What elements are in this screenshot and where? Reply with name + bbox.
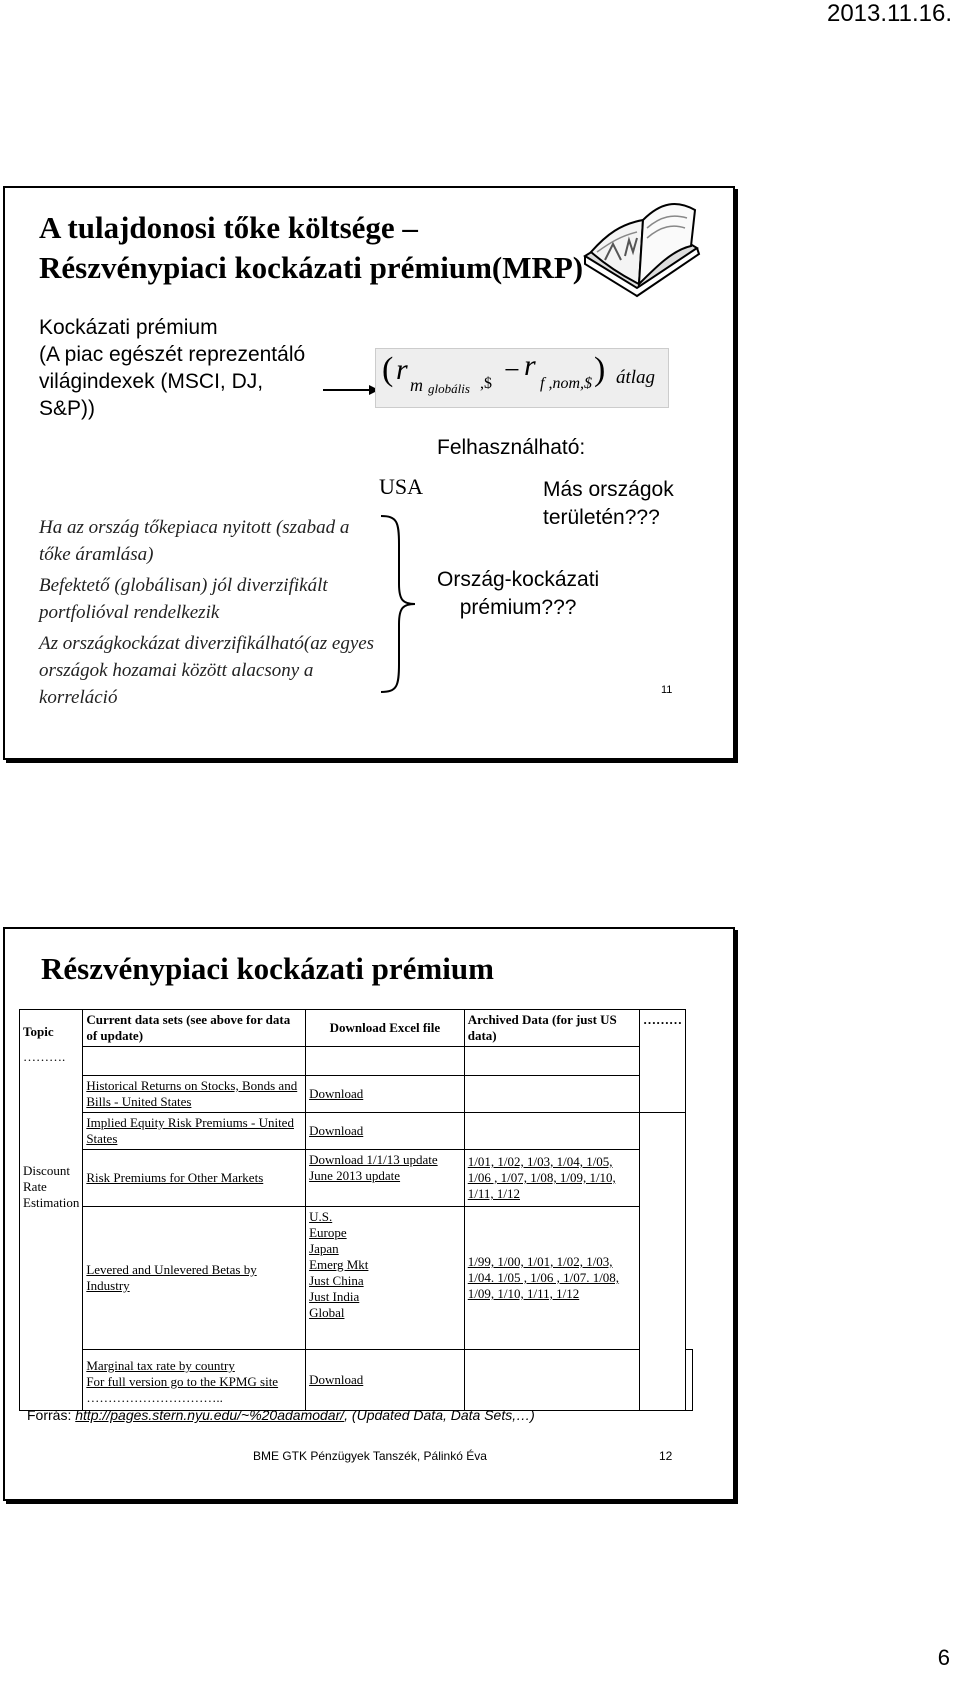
condition-correlation: Az országkockázat diverzifikálható(az egyes országok hozamai között alacsony a korreláció bbox=[39, 633, 375, 708]
slide-11 bbox=[3, 186, 735, 760]
arrow-right-icon bbox=[323, 384, 379, 396]
current-data-header: Current data sets (see above for data of update) bbox=[83, 1010, 306, 1047]
mas-orszagok-label: Más országok területén??? bbox=[543, 478, 674, 529]
download-link[interactable]: Download bbox=[309, 1123, 364, 1138]
table-row bbox=[20, 1150, 693, 1207]
table-header-row bbox=[20, 1010, 693, 1047]
historical-returns-link[interactable]: Historical Returns on Stocks, Bonds and Bills - United States bbox=[86, 1078, 298, 1109]
table-row: Marginal tax rate by country For full version go to the KPMG site ………………………….. Download bbox=[20, 1350, 693, 1411]
beta-india-link[interactable]: Just India bbox=[309, 1289, 360, 1304]
source-line: Forrás: http://pages.stern.nyu.edu/~%20adamodar/, (Updated Data, Data Sets,…) bbox=[27, 1407, 535, 1423]
betas-link[interactable]: Levered and Unlevered Betas by Industry bbox=[86, 1262, 257, 1293]
dots-right: ……… bbox=[639, 1010, 685, 1113]
beta-japan-link[interactable]: Japan bbox=[309, 1241, 339, 1256]
right-brace-icon bbox=[377, 514, 417, 694]
archived-header: Archived Data (for just US data) bbox=[464, 1010, 639, 1047]
table-row bbox=[20, 1113, 693, 1150]
dots-left: ………. bbox=[23, 1048, 66, 1064]
tax-rate-link[interactable]: Marginal tax rate by country bbox=[86, 1358, 235, 1373]
topic-header: Topic bbox=[23, 1024, 54, 1039]
source-link[interactable]: http://pages.stern.nyu.edu/~%20adamodar/ bbox=[75, 1407, 345, 1423]
slide-number: 12 bbox=[659, 1449, 673, 1463]
download-link[interactable]: Download bbox=[309, 1086, 364, 1101]
download-header: Download Excel file bbox=[306, 1010, 465, 1047]
page-number: 6 bbox=[937, 1645, 950, 1670]
open-book-icon bbox=[577, 194, 705, 306]
beta-europe-link[interactable]: Europe bbox=[309, 1225, 347, 1240]
condition-diversified: Befektető (globálisan) jól diverzifikált portfolióval rendelkezik bbox=[39, 575, 328, 623]
kpmg-link[interactable]: For full version go to the KPMG site bbox=[86, 1374, 279, 1389]
slide-title: A tulajdonosi tőke költsége – Részvénypiaci kockázati prémium(MRP) bbox=[39, 210, 584, 285]
usa-label: USA bbox=[379, 474, 424, 499]
beta-china-link[interactable]: Just China bbox=[309, 1273, 364, 1288]
download-link[interactable]: Download bbox=[309, 1372, 364, 1387]
slide-number: 11 bbox=[661, 684, 673, 696]
orszag-kockazati-label: Ország-kockázati prémium??? bbox=[437, 568, 600, 619]
page-date: 2013.11.16. bbox=[826, 0, 952, 27]
risk-premiums-other-link[interactable]: Risk Premiums for Other Markets bbox=[86, 1170, 264, 1185]
data-sets-table bbox=[19, 1009, 693, 1411]
condition-open-market: Ha az ország tőkepiaca nyitott (szabad a tőke áramlása) bbox=[39, 517, 350, 565]
beta-us-link[interactable]: U.S. bbox=[309, 1209, 333, 1224]
felhasznalhato-label: Felhasználható: bbox=[437, 436, 586, 459]
table-row bbox=[20, 1076, 693, 1113]
download-update-link[interactable]: Download 1/1/13 update bbox=[309, 1152, 438, 1167]
slide-title: Részvénypiaci kockázati prémium bbox=[41, 951, 494, 986]
footer-text: BME GTK Pénzügyek Tanszék, Pálinkó Éva bbox=[253, 1449, 487, 1463]
mrp-formula: ( r m globális ,$ − r f ,nom,$ ) átlag bbox=[375, 348, 669, 408]
beta-global-link[interactable]: Global bbox=[309, 1305, 345, 1320]
beta-emerg-link[interactable]: Emerg Mkt bbox=[309, 1257, 369, 1272]
archived-links-betas[interactable]: 1/99, 1/00, 1/01, 1/02, 1/03, 1/04. 1/05 , 1/06 , 1/07. 1/08, 1/09, 1/10, 1/11, 1/12 bbox=[467, 1254, 620, 1301]
topic-discount-rate: Discount Rate Estimation bbox=[23, 1162, 80, 1210]
slide-12 bbox=[3, 927, 735, 1501]
archived-links-risk[interactable]: 1/01, 1/02, 1/03, 1/04, 1/05, 1/06 , 1/07, 1/08, 1/09, 1/10, 1/11, 1/12 bbox=[467, 1154, 616, 1201]
table-row bbox=[20, 1207, 693, 1350]
kockazati-premium-text: Kockázati prémium (A piac egészét reprezentáló világindexek (MSCI, DJ, S&P)) bbox=[39, 316, 306, 420]
implied-erp-link[interactable]: Implied Equity Risk Premiums - United States bbox=[86, 1115, 294, 1146]
june-update-link[interactable]: June 2013 update bbox=[309, 1168, 401, 1183]
